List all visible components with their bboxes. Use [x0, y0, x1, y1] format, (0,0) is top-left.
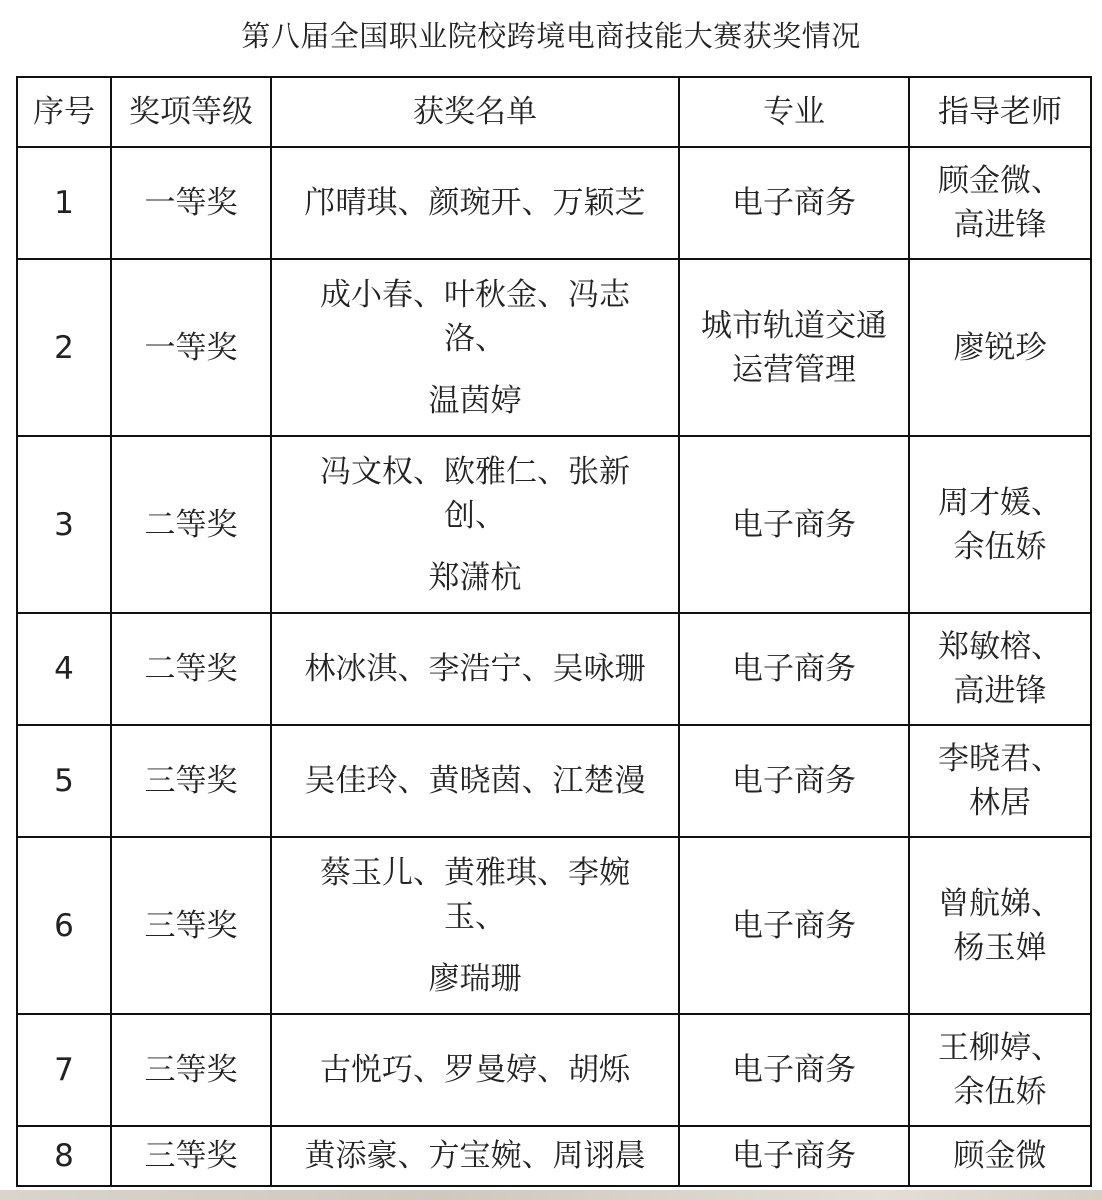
- teacher-line: 顾金微、: [938, 163, 1062, 199]
- cell-teacher: [909, 725, 1091, 837]
- cell-level: 三等奖: [111, 725, 271, 837]
- major-line: 电子商务: [732, 1052, 856, 1088]
- table-row: [17, 259, 1091, 436]
- cell-no: 1: [17, 147, 111, 259]
- cell-major: [679, 147, 909, 259]
- cell-major: [679, 725, 909, 837]
- teacher-line: 李晓君、: [938, 741, 1062, 777]
- cell-no: 7: [17, 1014, 111, 1126]
- major-line: 运营管理: [732, 351, 856, 388]
- cell-teacher: [909, 259, 1091, 436]
- page-title: 第八届全国职业院校跨境电商技能大赛获奖情况: [241, 19, 861, 53]
- major-line: 电子商务: [732, 185, 856, 221]
- table-row: [17, 1014, 1091, 1126]
- cell-names: [271, 725, 679, 837]
- name-line: 创、: [444, 497, 506, 534]
- name-line: 冯文权、欧雅仁、张新: [320, 453, 630, 490]
- cell-major: [679, 436, 909, 613]
- table-row: [17, 837, 1091, 1014]
- name-line: 邝晴琪、颜琬开、万颖芝: [304, 185, 646, 221]
- cell-major: [679, 613, 909, 725]
- major-line: 电子商务: [732, 1138, 856, 1174]
- cell-level: 二等奖: [111, 613, 271, 725]
- cell-teacher: [909, 147, 1091, 259]
- header-level: 奖项等级: [111, 77, 271, 147]
- cell-no: 2: [17, 259, 111, 436]
- header-no: 序号: [17, 77, 111, 147]
- cell-no: 4: [17, 613, 111, 725]
- cell-level: 一等奖: [111, 259, 271, 436]
- name-line: 温茵婷: [428, 382, 522, 419]
- major-line: 电子商务: [732, 907, 856, 944]
- major-line: 电子商务: [732, 506, 856, 543]
- name-line: 郑潇杭: [428, 559, 522, 596]
- major-line: 城市轨道交通: [701, 307, 887, 344]
- teacher-line: 王柳婷、: [938, 1030, 1062, 1066]
- teacher-line: 林居: [969, 785, 1031, 821]
- cell-no: 8: [17, 1126, 111, 1186]
- header-teacher: 指导老师: [909, 77, 1091, 147]
- name-line: 玉、: [444, 898, 506, 935]
- major-line: 电子商务: [732, 763, 856, 799]
- header-major: 专业: [679, 77, 909, 147]
- cell-teacher: [909, 1014, 1091, 1126]
- cell-no: 5: [17, 725, 111, 837]
- cell-names: [271, 1126, 679, 1186]
- cell-names: [271, 837, 679, 1014]
- name-line: 洛、: [444, 320, 506, 357]
- teacher-line: 曾航娣、: [938, 885, 1062, 922]
- cell-teacher: [909, 436, 1091, 613]
- table-row: [17, 613, 1091, 725]
- cell-teacher: [909, 837, 1091, 1014]
- name-line: 林冰淇、李浩宁、吴咏珊: [304, 651, 646, 687]
- cell-names: [271, 259, 679, 436]
- cell-no: 6: [17, 837, 111, 1014]
- table-header-row: [17, 77, 1091, 147]
- bottom-photo-strip: [0, 1190, 1102, 1200]
- name-line: 成小春、叶秋金、冯志: [320, 276, 630, 313]
- name-line: 黄添豪、方宝婉、周诩晨: [304, 1138, 646, 1174]
- teacher-line: 高进锋: [953, 673, 1047, 709]
- cell-level: 二等奖: [111, 436, 271, 613]
- teacher-line: 廖锐珍: [953, 329, 1047, 366]
- cell-major: [679, 837, 909, 1014]
- teacher-line: 余伍娇: [953, 1074, 1047, 1110]
- cell-no: 3: [17, 436, 111, 613]
- cell-names: [271, 436, 679, 613]
- cell-major: [679, 1126, 909, 1186]
- cell-names: [271, 147, 679, 259]
- cell-major: [679, 259, 909, 436]
- header-names: 获奖名单: [271, 77, 679, 147]
- table-row: [17, 725, 1091, 837]
- cell-level: 三等奖: [111, 837, 271, 1014]
- teacher-line: 郑敏榕、: [938, 629, 1062, 665]
- major-line: 电子商务: [732, 651, 856, 687]
- name-line: 廖瑞珊: [428, 960, 522, 997]
- teacher-line: 杨玉婵: [953, 929, 1047, 966]
- teacher-line: 高进锋: [953, 207, 1047, 243]
- cell-major: [679, 1014, 909, 1126]
- cell-names: [271, 1014, 679, 1126]
- cell-names: [271, 613, 679, 725]
- teacher-line: 周才媛、: [938, 484, 1062, 521]
- table-row: [17, 436, 1091, 613]
- table-row: [17, 147, 1091, 259]
- teacher-line: 顾金微: [953, 1138, 1047, 1174]
- cell-level: 三等奖: [111, 1126, 271, 1186]
- cell-level: 三等奖: [111, 1014, 271, 1126]
- teacher-line: 余伍娇: [953, 528, 1047, 565]
- name-line: 吴佳玲、黄晓茵、江楚漫: [304, 763, 646, 799]
- name-line: 古悦巧、罗曼婷、胡烁: [320, 1052, 630, 1088]
- table-row: [17, 1126, 1091, 1186]
- cell-level: 一等奖: [111, 147, 271, 259]
- cell-teacher: [909, 1126, 1091, 1186]
- awards-table: [16, 76, 1092, 1187]
- cell-teacher: [909, 613, 1091, 725]
- name-line: 蔡玉儿、黄雅琪、李婉: [320, 854, 630, 891]
